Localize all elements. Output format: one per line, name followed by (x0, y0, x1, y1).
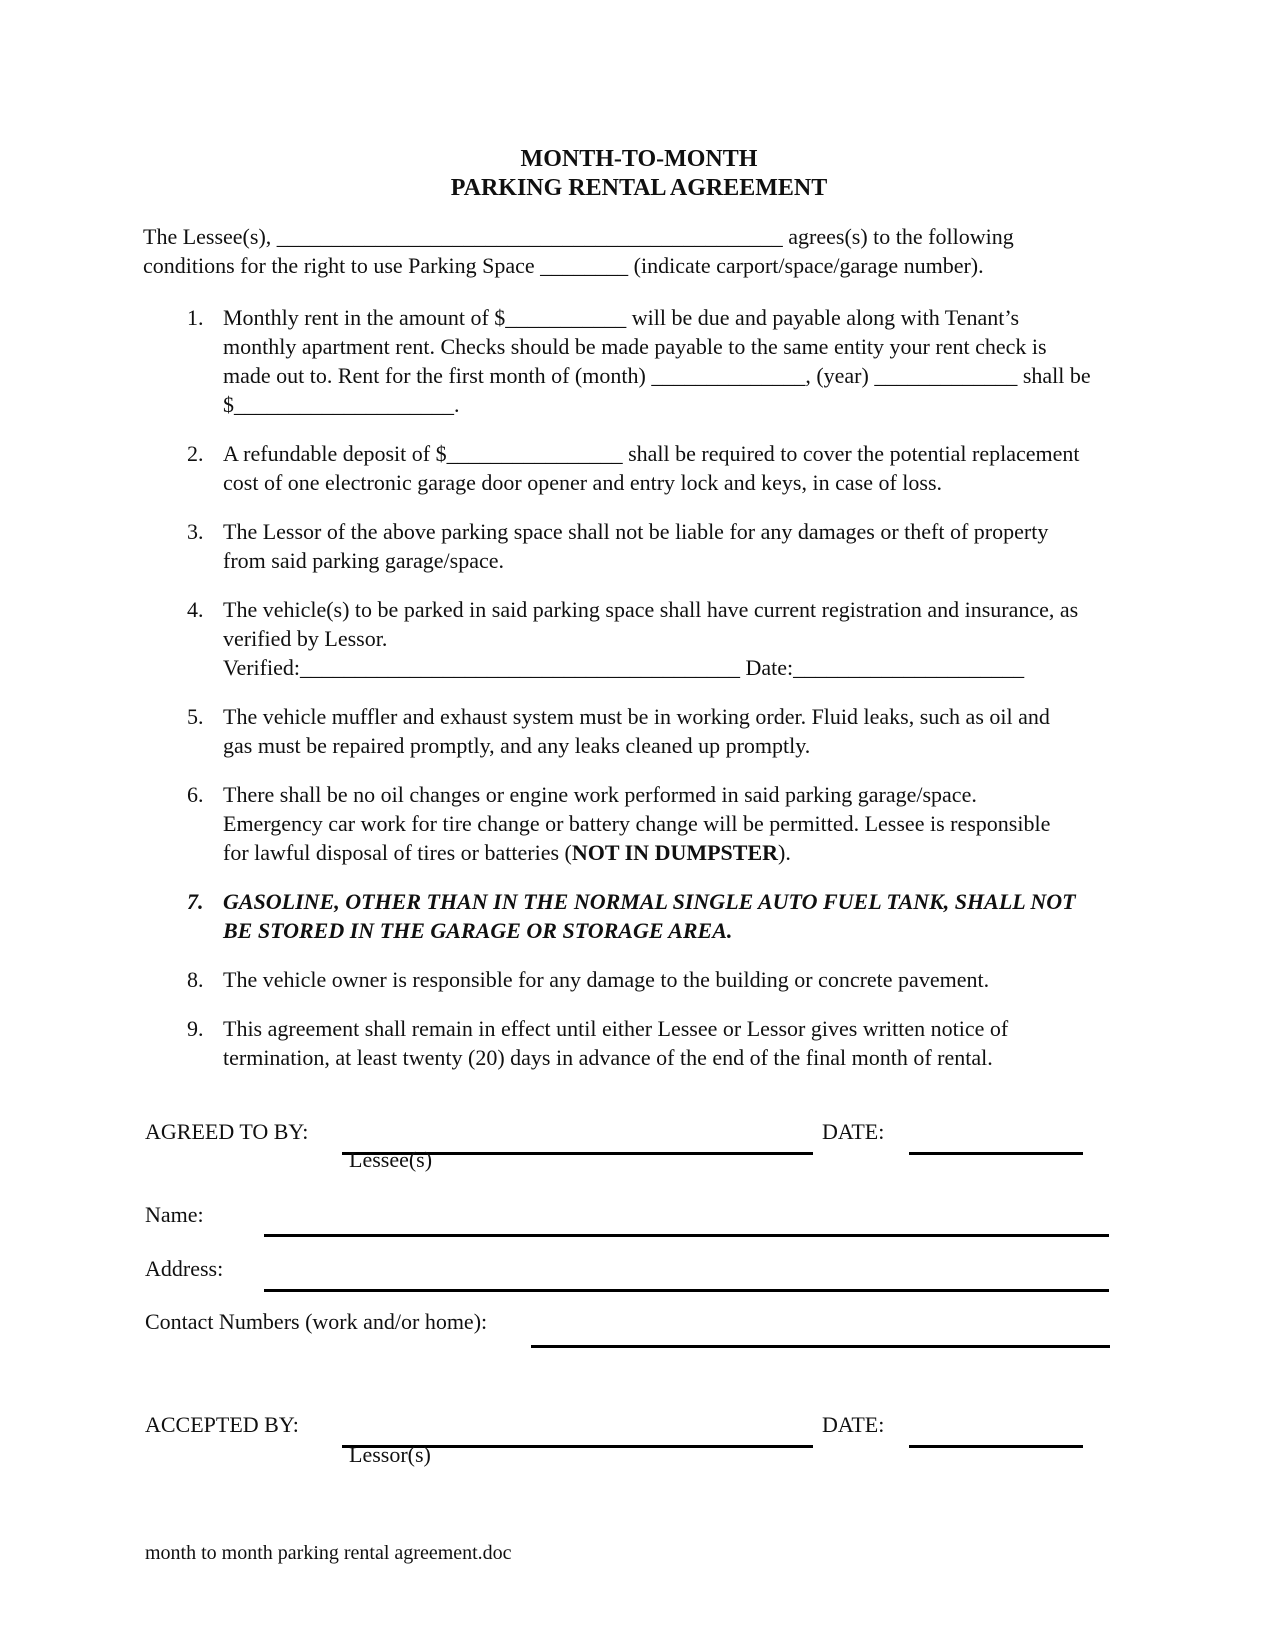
agreement-item-9-line (223, 1014, 1135, 1043)
agreed-date-line (909, 1152, 1083, 1155)
agreement-item-2-text: A refundable deposit of $________________ shall be required to cover the potential replacement (223, 441, 1080, 466)
agreement-item-4-line (223, 624, 1135, 653)
agreement-items (143, 303, 1135, 1072)
contact-numbers-line (531, 1345, 1110, 1348)
agreement-item-1-text: Monthly rent in the amount of $___________ will be due and payable along with Tenant’s (223, 305, 1020, 330)
agreement-item-5-line (223, 702, 1135, 731)
agreement-item-1 (143, 303, 1135, 419)
agreement-item-3-line (223, 546, 1135, 575)
item-body (223, 595, 1135, 682)
item-body (223, 1014, 1135, 1072)
agreement-item-7-text: GASOLINE, OTHER THAN IN THE NORMAL SINGLE AUTO FUEL TANK, SHALL NOT (223, 889, 1076, 914)
contact-numbers-label: Contact Numbers (work and/or home): (145, 1309, 488, 1334)
agreement-item-7-text: BE STORED IN THE GARAGE OR STORAGE AREA. (223, 918, 733, 943)
agreement-item-2-line (223, 439, 1135, 468)
item-number: 5. (187, 704, 204, 729)
item-body (223, 303, 1135, 419)
intro-text: The Lessee(s), ______________________________________________ agrees(s) to the following (143, 224, 1014, 249)
agreement-item-6 (143, 780, 1135, 867)
intro-text: conditions for the right to use Parking Space ________ (indicate carport/space/garage number). (143, 253, 984, 278)
intro-line (143, 222, 1135, 251)
agreement-item-6-text: Emergency car work for tire change or battery change will be permitted. Lessee is responsible (223, 811, 1051, 836)
agreement-item-3-text: The Lessor of the above parking space shall not be liable for any damages or theft of property (223, 519, 1049, 544)
agreed-date-label: DATE: (822, 1119, 885, 1144)
agreement-item-1-text: $____________________. (223, 392, 460, 417)
agreement-item-4-line (223, 653, 1135, 682)
agreement-item-3 (143, 517, 1135, 575)
agreement-item-3-line (223, 517, 1135, 546)
agreement-item-1-line (223, 303, 1135, 332)
lessee-sublabel: Lessee(s) (349, 1147, 433, 1172)
item-number: 3. (187, 519, 204, 544)
agreement-item-7-line (223, 887, 1135, 916)
agreement-item-3-text: from said parking garage/space. (223, 548, 504, 573)
agreement-item-8 (143, 965, 1135, 994)
agreement-item-6-line (223, 809, 1135, 838)
item-number: 1. (187, 305, 204, 330)
item-number: 4. (187, 597, 204, 622)
agreement-item-4-text: verified by Lessor. (223, 626, 388, 651)
agreement-item-1-line (223, 332, 1135, 361)
agreement-item-1-line (223, 361, 1135, 390)
agreement-item-6-line (223, 838, 1135, 867)
document-title (143, 145, 1135, 203)
agreement-item-4-text: The vehicle(s) to be parked in said parking space shall have current registration and insurance, as (223, 597, 1079, 622)
item-body (223, 517, 1135, 575)
item-number: 9. (187, 1016, 204, 1041)
item-body (223, 965, 1135, 994)
agreement-item-2-text: cost of one electronic garage door opener and entry lock and keys, in case of loss. (223, 470, 943, 495)
agreement-item-4 (143, 595, 1135, 682)
item-number: 8. (187, 967, 204, 992)
item-number: 2. (187, 441, 204, 466)
accepted-date-label: DATE: (822, 1412, 885, 1437)
address-line (264, 1289, 1109, 1292)
intro-line (143, 251, 1135, 280)
agreement-item-1-text: made out to. Rent for the first month of (month) ______________, (year) _____________ shall be (223, 363, 1091, 388)
agreement-item-9-line (223, 1043, 1135, 1072)
name-line (264, 1234, 1109, 1237)
agreement-item-8-line (223, 965, 1135, 994)
agreement-item-2-line (223, 468, 1135, 497)
agreement-item-5-text: The vehicle muffler and exhaust system must be in working order. Fluid leaks, such as oil and (223, 704, 1050, 729)
agreement-item-5 (143, 702, 1135, 760)
agreement-item-6-bold-text: NOT IN DUMPSTER (571, 840, 779, 865)
item-body (223, 439, 1135, 497)
agreement-item-6-line (223, 780, 1135, 809)
agreement-item-6-text: for lawful disposal of tires or batteries ( (223, 840, 572, 865)
agreement-item-2 (143, 439, 1135, 497)
agreement-item-5-text: gas must be repaired promptly, and any leaks cleaned up promptly. (223, 733, 811, 758)
title-line-2: PARKING RENTAL AGREEMENT (450, 175, 828, 201)
item-body (223, 887, 1135, 945)
item-number: 7. (187, 889, 204, 914)
intro-paragraph (143, 222, 1135, 280)
name-label: Name: (145, 1202, 204, 1227)
item-body (223, 702, 1135, 760)
agreement-item-9-text: This agreement shall remain in effect until either Lessee or Lessor gives written notice of (223, 1016, 1009, 1041)
agreement-item-1-line (223, 390, 1135, 419)
agreement-item-9 (143, 1014, 1135, 1072)
agreement-item-6-text: ). (778, 840, 791, 865)
item-number: 6. (187, 782, 204, 807)
agreement-item-7 (143, 887, 1135, 945)
agreed-to-by-label: AGREED TO BY: (145, 1119, 309, 1144)
agreement-item-4-line (223, 595, 1135, 624)
agreement-item-9-text: termination, at least twenty (20) days in advance of the end of the final month of rental. (223, 1045, 993, 1070)
agreement-item-8-text: The vehicle owner is responsible for any damage to the building or concrete pavement. (223, 967, 990, 992)
lessor-sublabel: Lessor(s) (349, 1442, 431, 1467)
accepted-date-line (909, 1445, 1083, 1448)
footer-filename: month to month parking rental agreement.doc (145, 1542, 512, 1564)
accepted-by-label: ACCEPTED BY: (145, 1412, 299, 1437)
agreement-item-1-text: monthly apartment rent. Checks should be made payable to the same entity your rent check is (223, 334, 1047, 359)
agreement-item-4-text: Verified:________________________________________ Date:_____________________ (223, 655, 1025, 680)
agreement-item-6-text: There shall be no oil changes or engine work performed in said parking garage/space. (223, 782, 977, 807)
agreement-item-5-line (223, 731, 1135, 760)
item-body (223, 780, 1135, 867)
agreement-item-7-line (223, 916, 1135, 945)
address-label: Address: (145, 1256, 224, 1281)
title-line-1: MONTH-TO-MONTH (520, 146, 758, 172)
